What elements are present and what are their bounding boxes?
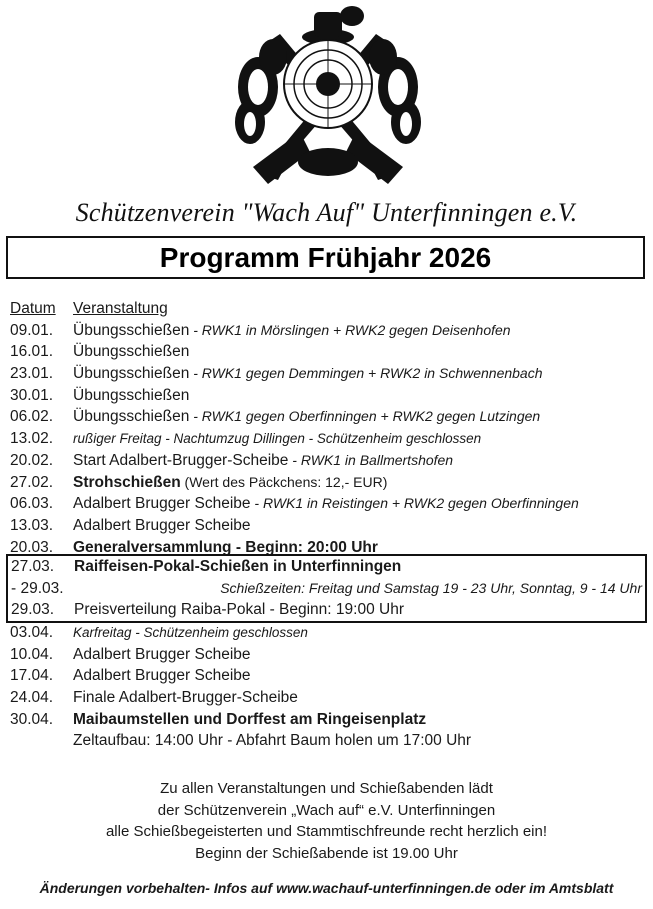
row-event: Finale Adalbert-Brugger-Scheibe <box>73 689 298 707</box>
row-date: 20.02. <box>10 451 54 469</box>
row-date: 09.01. <box>10 321 54 339</box>
schedule-list-after <box>10 622 650 752</box>
schedule-row <box>10 493 650 515</box>
row-date: 20.03. <box>10 538 54 556</box>
row-date: 06.03. <box>10 495 54 513</box>
col-date-header: Datum <box>10 300 56 317</box>
row-detail: (Wert des Päckchens: 12,- EUR) <box>180 473 388 490</box>
row-date: 03.04. <box>10 624 54 641</box>
shooting-target-emblem <box>228 2 428 184</box>
row-event: Start Adalbert-Brugger-Scheibe <box>73 451 289 469</box>
schedule-row <box>10 622 650 644</box>
row-date: 30.04. <box>10 710 54 728</box>
invitation-line: Beginn der Schießabende ist 19.00 Uhr <box>195 844 458 862</box>
row-event: Karfreitag - Schützenheim geschlossen <box>73 625 308 640</box>
schedule-list <box>10 298 650 558</box>
row-event: Adalbert Brugger Scheibe <box>73 516 251 534</box>
schedule-row <box>10 428 650 450</box>
schedule-header <box>10 298 650 320</box>
row-event: Strohschießen <box>73 473 181 491</box>
invitation-line: alle Schießbegeisterten und Stammtischfreunde recht herzlich ein! <box>105 823 548 840</box>
invitation-line: der Schützenverein „Wach auf“ e.V. Unterfinningen <box>157 801 496 819</box>
row-date: 13.02. <box>10 430 54 448</box>
schedule-row <box>10 341 650 363</box>
row-date-end: - 29.03. <box>11 579 64 597</box>
target-icon <box>284 40 372 128</box>
row-event: rußiger Freitag - Nachtumzug Dillingen - Schützenheim geschlossen <box>73 431 482 447</box>
club-name: Schützenverein "Wach Auf" Unterfinningen e.V. <box>75 198 578 227</box>
schedule-row <box>10 665 650 687</box>
schedule-row <box>10 515 650 537</box>
row-event: Übungsschießen <box>73 408 190 426</box>
row-date: 30.01. <box>10 386 54 404</box>
row-event: Zeltaufbau: 14:00 Uhr - Abfahrt Baum holen um 17:00 Uhr <box>73 732 472 750</box>
highlight-row <box>8 599 645 621</box>
row-date: 10.04. <box>10 645 54 663</box>
row-event: Übungsschießen <box>73 343 190 361</box>
row-detail: - RWK1 gegen Demmingen + RWK2 in Schwennenbach <box>189 365 543 382</box>
row-event: Generalversammlung - Beginn: 20:00 Uhr <box>73 538 378 556</box>
highlight-row <box>8 578 645 600</box>
hat-icon <box>302 6 364 45</box>
schedule-row <box>10 687 650 709</box>
row-event: Maibaumstellen und Dorffest am Ringeisenplatz <box>73 710 427 728</box>
schedule-row <box>10 730 650 752</box>
row-event: Übungsschießen <box>73 321 190 339</box>
schedule-row <box>10 644 650 666</box>
schedule-row <box>10 450 650 472</box>
schedule-row <box>10 385 650 407</box>
highlight-event-box <box>6 554 647 623</box>
row-event: Preisverteilung Raiba-Pokal - Beginn: 19:00 Uhr <box>74 601 404 619</box>
row-detail: - RWK1 gegen Oberfinningen + RWK2 gegen Lutzingen <box>189 408 541 425</box>
row-date: 06.02. <box>10 408 54 426</box>
schedule-row <box>10 406 650 428</box>
row-date: 27.02. <box>10 473 54 491</box>
row-detail: - RWK1 in Reistingen + RWK2 gegen Oberfinningen <box>250 495 579 512</box>
schedule-row <box>10 320 650 342</box>
row-event: Adalbert Brugger Scheibe <box>73 495 251 513</box>
schedule-row <box>10 472 650 494</box>
page-title: Programm Frühjahr 2026 <box>159 241 492 273</box>
row-event: Adalbert Brugger Scheibe <box>73 667 251 685</box>
invitation-text <box>0 778 653 864</box>
schedule-row <box>10 709 650 731</box>
invitation-line: Zu allen Veranstaltungen und Schießabenden lädt <box>160 780 493 797</box>
shooting-times: Schießzeiten: Freitag und Samstag 19 - 23 Uhr, Sonntag, 9 - 14 Uhr <box>220 579 642 596</box>
row-event: Adalbert Brugger Scheibe <box>73 645 251 663</box>
row-detail: - RWK1 in Ballmertshofen <box>288 451 454 468</box>
schedule-row <box>10 363 650 385</box>
row-date: 24.04. <box>10 689 54 707</box>
program-title-box <box>6 236 645 279</box>
row-event: Raiffeisen-Pokal-Schießen in Unterfinningen <box>74 558 402 575</box>
row-detail: - RWK1 in Mörslingen + RWK2 gegen Deisenhofen <box>189 321 511 338</box>
row-date: 16.01. <box>10 343 54 361</box>
row-date: 13.03. <box>10 516 54 534</box>
row-date: 29.03. <box>11 601 55 619</box>
row-date: 27.03. <box>11 558 55 575</box>
row-event: Übungsschießen <box>73 365 190 383</box>
row-date: 23.01. <box>10 365 54 383</box>
footer-note: Änderungen vorbehalten- Infos auf www.wachauf-unterfinningen.de oder im Amtsblatt <box>39 880 614 896</box>
col-event-header: Veranstaltung <box>73 300 168 317</box>
row-event: Übungsschießen <box>73 386 190 404</box>
row-date: 17.04. <box>10 667 54 685</box>
highlight-row <box>8 556 645 578</box>
